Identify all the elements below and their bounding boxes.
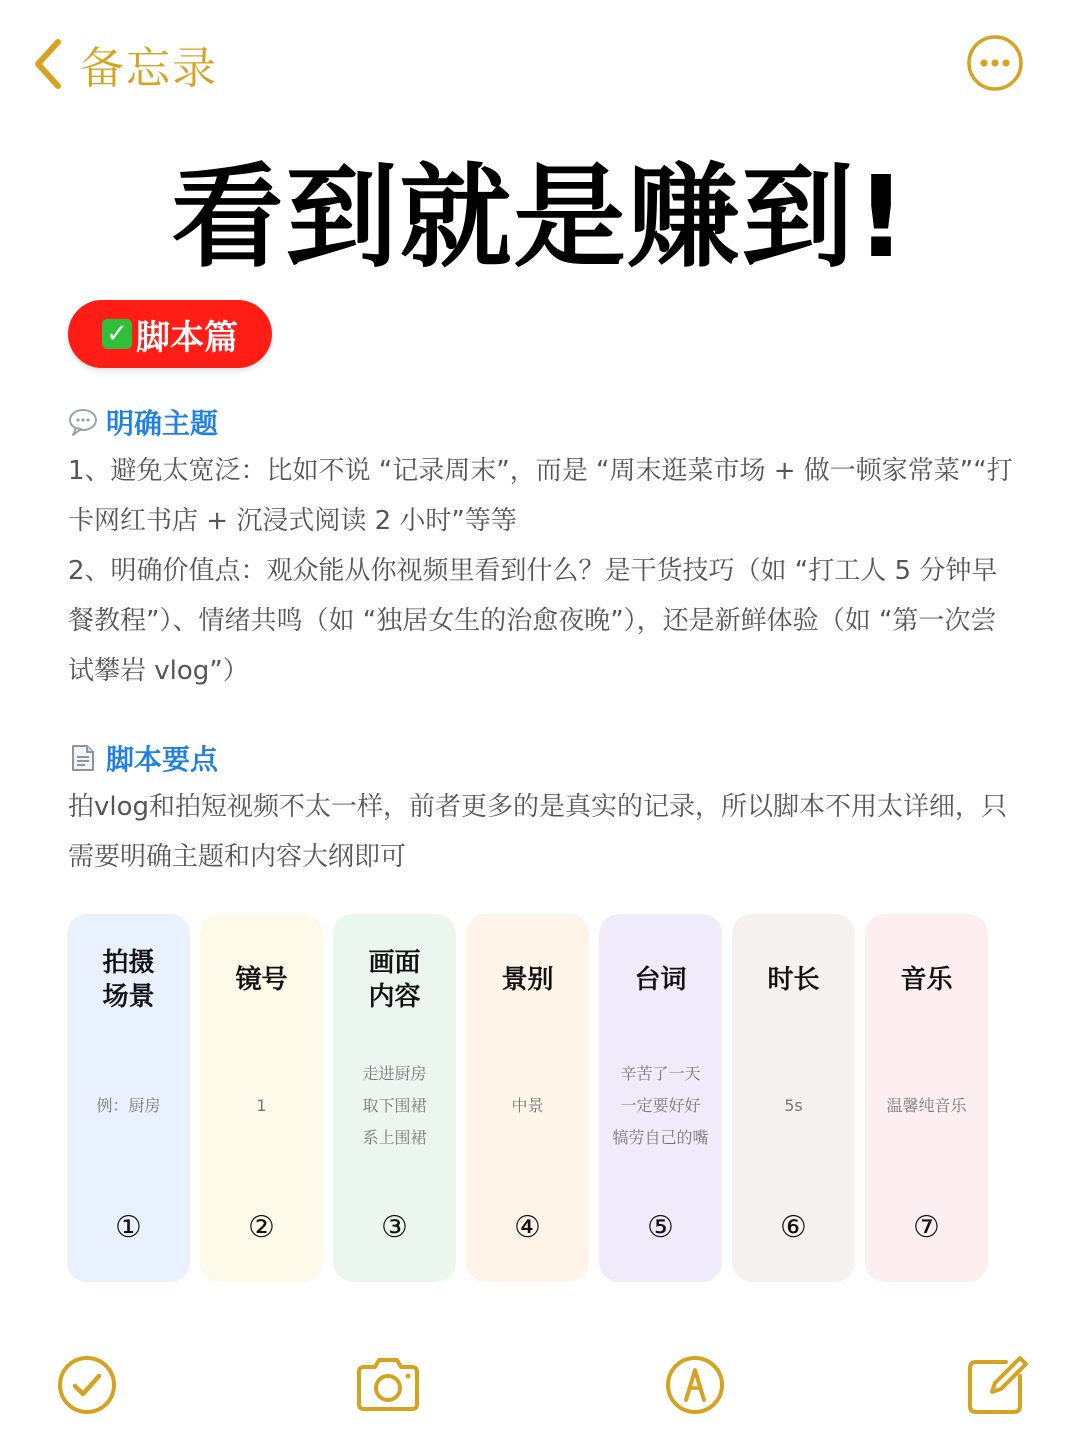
card-heading-line: 拍摄 [102, 948, 155, 978]
document-icon [68, 743, 98, 773]
compose-icon[interactable] [962, 1350, 1032, 1420]
card-body [466, 1058, 589, 1154]
card-heading [732, 946, 855, 1014]
card-heading [67, 946, 190, 1014]
card-body-line: 走进厨房 [362, 1064, 427, 1083]
back-button[interactable] [30, 34, 218, 94]
card-body [200, 1058, 323, 1154]
card-heading-line: 台词 [634, 965, 687, 995]
card-heading [599, 946, 722, 1014]
card-music [865, 914, 988, 1282]
card-number: ③ [381, 1210, 408, 1245]
card-heading [333, 946, 456, 1014]
section-tag-pill [68, 300, 272, 368]
section-heading-script [68, 738, 218, 778]
more-options-icon[interactable] [966, 34, 1024, 92]
card-body-line: 1 [256, 1096, 267, 1115]
card-number: ⑦ [913, 1210, 940, 1245]
card-number: ① [115, 1210, 142, 1245]
card-number: ② [248, 1210, 275, 1245]
card-body-line: 取下围裙 [362, 1096, 427, 1115]
card-lines [599, 914, 722, 1282]
card-number: ⑥ [780, 1210, 807, 1245]
card-body [865, 1058, 988, 1154]
section-title: 脚本要点 [106, 743, 219, 776]
card-heading [865, 946, 988, 1014]
card-scene-content [333, 914, 456, 1282]
speech-bubble-icon [68, 407, 98, 437]
card-body-line: 系上围裙 [362, 1128, 427, 1147]
card-duration [732, 914, 855, 1282]
card-body [732, 1058, 855, 1154]
card-shot-number [200, 914, 323, 1282]
card-shot-size [466, 914, 589, 1282]
section-heading-theme [68, 402, 218, 442]
bottom-toolbar [0, 1340, 1080, 1430]
section-title: 明确主题 [106, 407, 219, 440]
pill-label: 脚本篇 [136, 317, 238, 358]
card-heading-line: 场景 [102, 982, 155, 1012]
card-shooting-scene [67, 914, 190, 1282]
card-body-line: 温馨纯音乐 [886, 1096, 967, 1115]
card-heading-line: 音乐 [900, 965, 953, 995]
camera-icon[interactable] [353, 1350, 423, 1420]
card-body [67, 1058, 190, 1154]
card-heading-line: 内容 [368, 982, 421, 1012]
script-element-cards [67, 914, 991, 1282]
top-navigation-bar [0, 0, 1080, 130]
card-body-line: 一定要好好 [620, 1096, 701, 1115]
page-title: 看到就是赚到! [171, 153, 909, 283]
paragraph-1: 1、避免太宽泛：比如不说 “记录周末”，而是 “周末逛菜市场 + 做一顿家常菜”“打卡网红书店 + 沉浸式阅读 2 小时”等等 [68, 456, 1013, 536]
card-body-line: 5s [784, 1096, 803, 1115]
card-body-line: 犒劳自己的嘴 [612, 1128, 709, 1147]
card-body [599, 1058, 722, 1154]
card-body-line: 例：厨房 [96, 1096, 161, 1115]
card-body [333, 1058, 456, 1154]
card-heading [200, 946, 323, 1014]
back-label: 备忘录 [80, 43, 218, 94]
chevron-left-icon [30, 36, 66, 92]
paragraph-3: 拍vlog和拍短视频不太一样，前者更多的是真实的记录，所以脚本不用太详细，只需要明确主题和内容大纲即可 [68, 792, 1008, 872]
card-heading-line: 镜号 [235, 965, 288, 995]
card-number: ④ [514, 1210, 541, 1245]
checkmark-icon: ✓ [102, 319, 132, 349]
card-heading [466, 946, 589, 1014]
checklist-icon[interactable] [52, 1350, 122, 1420]
card-body-line: 辛苦了一天 [620, 1064, 701, 1083]
card-heading-line: 画面 [368, 948, 421, 978]
paragraph-2: 2、明确价值点：观众能从你视频里看到什么？是干货技巧（如 “打工人 5 分钟早餐教程”）、情绪共鸣（如 “独居女生的治愈夜晚”），还是新鲜体验（如 “第一次尝试攀岩 vlog”） [68, 556, 998, 686]
card-body-line: 中景 [511, 1096, 544, 1115]
card-heading-line: 景别 [501, 965, 554, 995]
card-heading-line: 时长 [767, 965, 820, 995]
markup-pen-icon[interactable] [660, 1350, 730, 1420]
card-number: ⑤ [647, 1210, 674, 1245]
